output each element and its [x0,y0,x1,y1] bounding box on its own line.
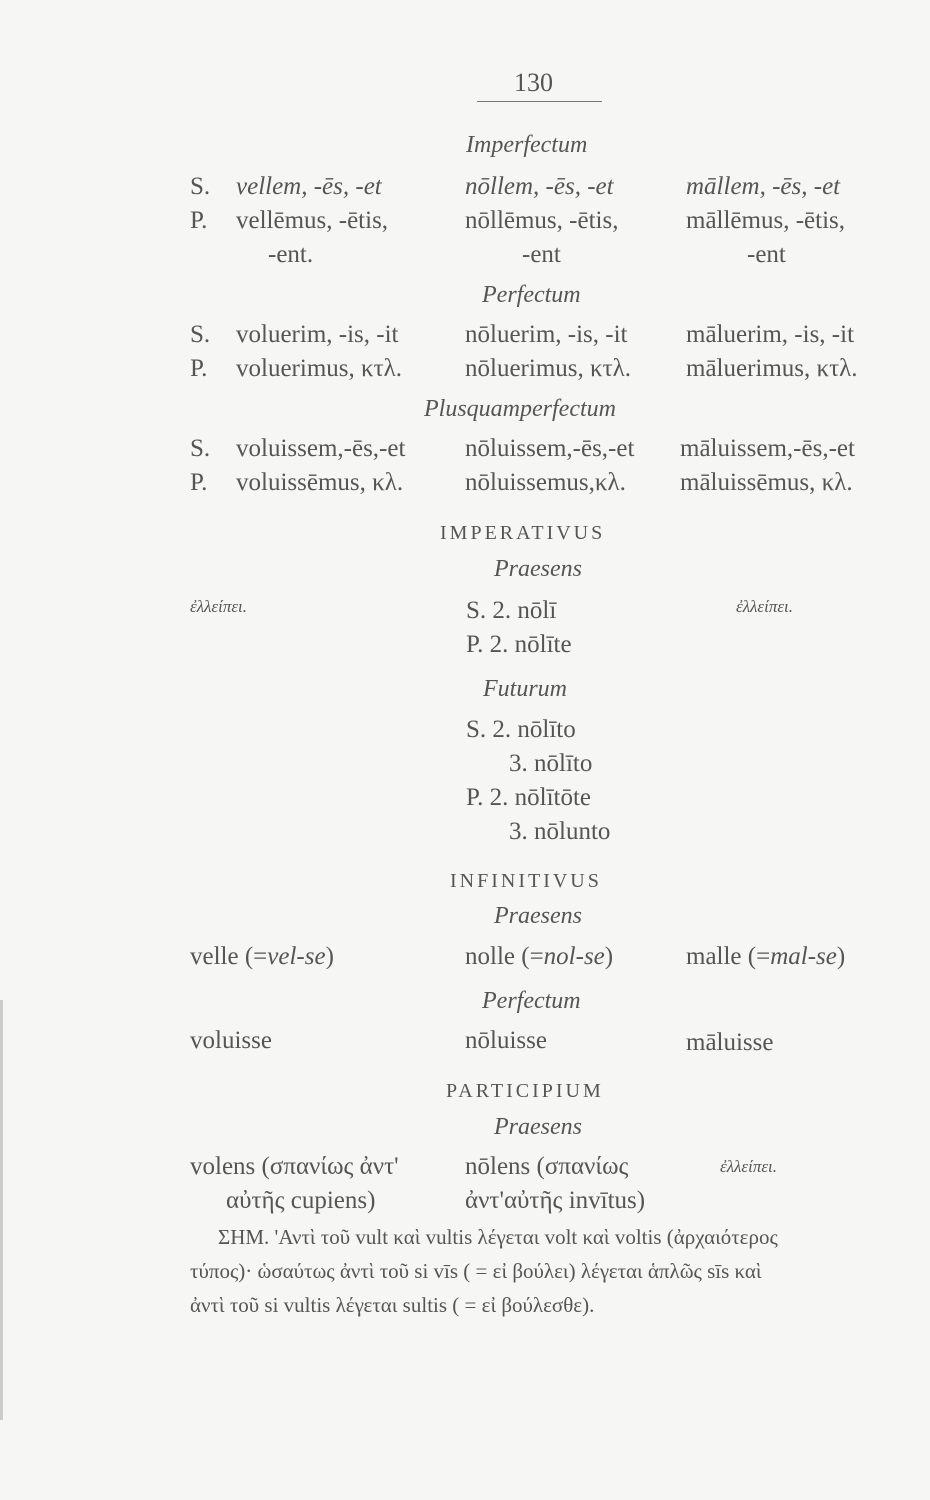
plusquamperfectum-p-label: P. [190,469,208,496]
perfectum-malle-s: māluerim, -is, -it [686,321,855,348]
infinitivus-voluisse: voluisse [190,1027,272,1054]
perfectum-nolle-s: nōluerim, -is, -it [465,321,628,348]
page-number: 130 [514,68,553,97]
imperativus-futurum-s2: S. 2. nōlīto [466,716,576,743]
participium-volens-cont: αὐτῆς cupiens) [226,1187,376,1214]
imperativus-malle-missing: ἐλλείπει. [736,597,794,616]
imperfectum-nolle-s: nōllem, -ēs, -et [465,173,614,200]
participium-heading: PARTICIPIUM [446,1080,604,1102]
perfectum-heading: Perfectum [482,282,581,308]
perfectum-p-label: P. [190,355,208,382]
perfectum-velle-s: voluerim, -is, -it [236,321,399,348]
imperativus-velle-missing: ἐλλείπει. [190,597,248,616]
perfectum-nolle-p: nōluerimus, κτλ. [465,355,632,382]
perfectum-malle-p: māluerimus, κτλ. [686,355,858,382]
imperfectum-velle-ent: -ent. [268,241,314,268]
imperfectum-nolle-ent: -ent [522,241,561,268]
imperfectum-velle-p: vellēmus, -ētis, [236,207,389,234]
perfectum-s-label: S. [190,321,211,348]
imperativus-heading: IMPERATIVUS [440,522,606,544]
imperativus-futurum-heading: Futurum [483,676,567,702]
page-edge-shadow [0,1000,3,1420]
note-line-2: τύπος)· ὡσαύτως ἀντὶ τοῦ si vīs ( = εἰ βούλει) λέγεται ἁπλῶς sīs καὶ [190,1259,762,1283]
header-rule [477,101,602,102]
infinitivus-praesens-heading: Praesens [494,903,582,929]
plusquamperfectum-heading: Plusquamperfectum [424,396,616,422]
plusquamperfectum-malle-p: māluissēmus, κλ. [680,469,853,496]
imperativus-futurum-s3: 3. nōlīto [509,750,593,777]
imperativus-futurum-p3: 3. nōlunto [509,818,611,845]
infinitivus-noluisse: nōluisse [465,1027,547,1054]
imperfectum-nolle-p: nōllēmus, -ētis, [465,207,619,234]
imperfectum-heading: Imperfectum [466,132,588,158]
participium-nolens-cont: ἀντ'αὐτῆς invītus) [465,1187,646,1214]
infinitivus-velle: velle (=vel-se) [190,943,334,970]
imperfectum-velle-s: vellem, -ēs, -et [236,173,382,200]
imperfectum-malle-s: māllem, -ēs, -et [686,173,841,200]
imperativus-futurum-p2: P. 2. nōlītōte [466,784,592,811]
imperativus-praesens-heading: Praesens [494,556,582,582]
infinitivus-maluisse: māluisse [686,1029,774,1056]
infinitivus-perfectum-heading: Perfectum [482,988,581,1014]
infinitivus-heading: INFINITIVUS [450,870,602,892]
imperfectum-malle-p: māllēmus, -ētis, [686,207,845,234]
plusquamperfectum-nolle-s: nōluissem,-ēs,-et [465,435,635,462]
imperfectum-malle-ent: -ent [747,241,786,268]
note-line-3: ἀντὶ τοῦ si vultis λέγεται sultis ( = εἰ βούλεσθε). [190,1293,595,1317]
plusquamperfectum-velle-s: voluissem,-ēs,-et [236,435,406,462]
imperativus-praesens-p: P. 2. nōlīte [466,631,572,658]
imperativus-praesens-s: S. 2. nōlī [466,597,557,624]
participium-malle-missing: ἐλλείπει. [720,1157,778,1176]
plusquamperfectum-s-label: S. [190,435,211,462]
perfectum-velle-p: voluerimus, κτλ. [236,355,403,382]
plusquamperfectum-nolle-p: nōluissemus,κλ. [465,469,626,496]
imperfectum-p-label: P. [190,207,208,234]
participium-praesens-heading: Praesens [494,1114,582,1140]
plusquamperfectum-velle-p: voluissēmus, κλ. [236,469,404,496]
participium-nolens: nōlens (σπανίως [465,1153,629,1180]
infinitivus-nolle: nolle (=nol-se) [465,943,614,970]
imperfectum-s-label: S. [190,173,211,200]
note-line-1: ΣΗΜ. 'Αντὶ τοῦ vult καὶ vultis λέγεται volt καὶ voltis (ἀρχαιότερος [218,1225,778,1249]
infinitivus-malle: malle (=mal-se) [686,943,846,970]
participium-volens: volens (σπανίως ἀντ' [190,1153,399,1180]
plusquamperfectum-malle-s: māluissem,-ēs,-et [680,435,855,462]
